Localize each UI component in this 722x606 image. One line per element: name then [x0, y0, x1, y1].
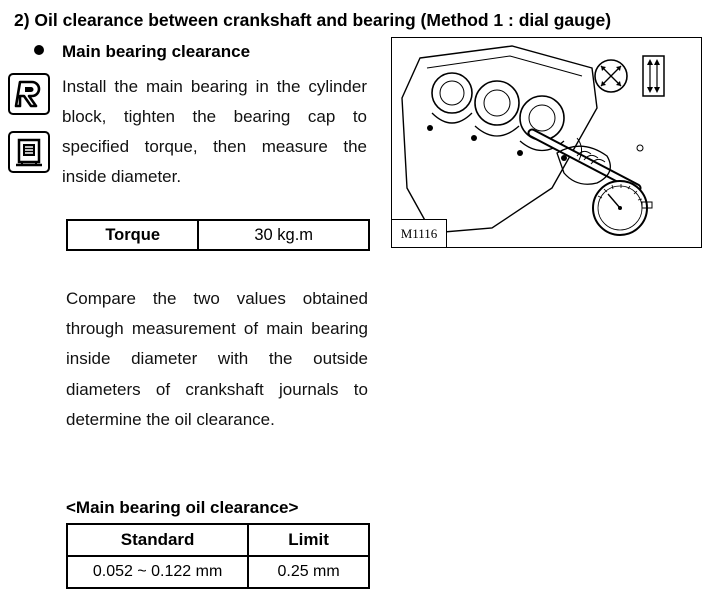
oil-clearance-caption: <Main bearing oil clearance>	[66, 498, 299, 517]
torque-value: 30 kg.m	[198, 220, 369, 250]
header-limit: Limit	[248, 524, 369, 556]
table-row	[67, 220, 369, 250]
compare-text: Compare the two values obtained through measurement of main bearing inside diameter with the outside diameters of crankshaft journals to determine the oil clearance.	[66, 289, 368, 429]
measurement-gauge-icon	[8, 131, 50, 173]
instruction-text: Install the main bearing in the cylinder block, tighten the bearing cap to specified torque, then measure the inside diameter.	[62, 77, 367, 186]
oil-clearance-table	[66, 523, 370, 589]
standard-value: 0.052 ~ 0.122 mm	[67, 556, 248, 588]
torque-label: Torque	[67, 220, 198, 250]
dial-gauge-illustration	[391, 37, 702, 248]
wrench-hand-icon	[8, 73, 50, 115]
section-title: 2) Oil clearance between crankshaft and bearing (Method 1 : dial gauge)	[14, 10, 612, 30]
table-row	[67, 556, 369, 588]
table-header-row	[67, 524, 369, 556]
torque-table	[66, 219, 370, 251]
limit-value: 0.25 mm	[248, 556, 369, 588]
bullet-point	[34, 45, 44, 55]
header-standard: Standard	[67, 524, 248, 556]
figure-label: M1116	[391, 219, 447, 248]
section-subtitle: Main bearing clearance	[62, 42, 251, 61]
